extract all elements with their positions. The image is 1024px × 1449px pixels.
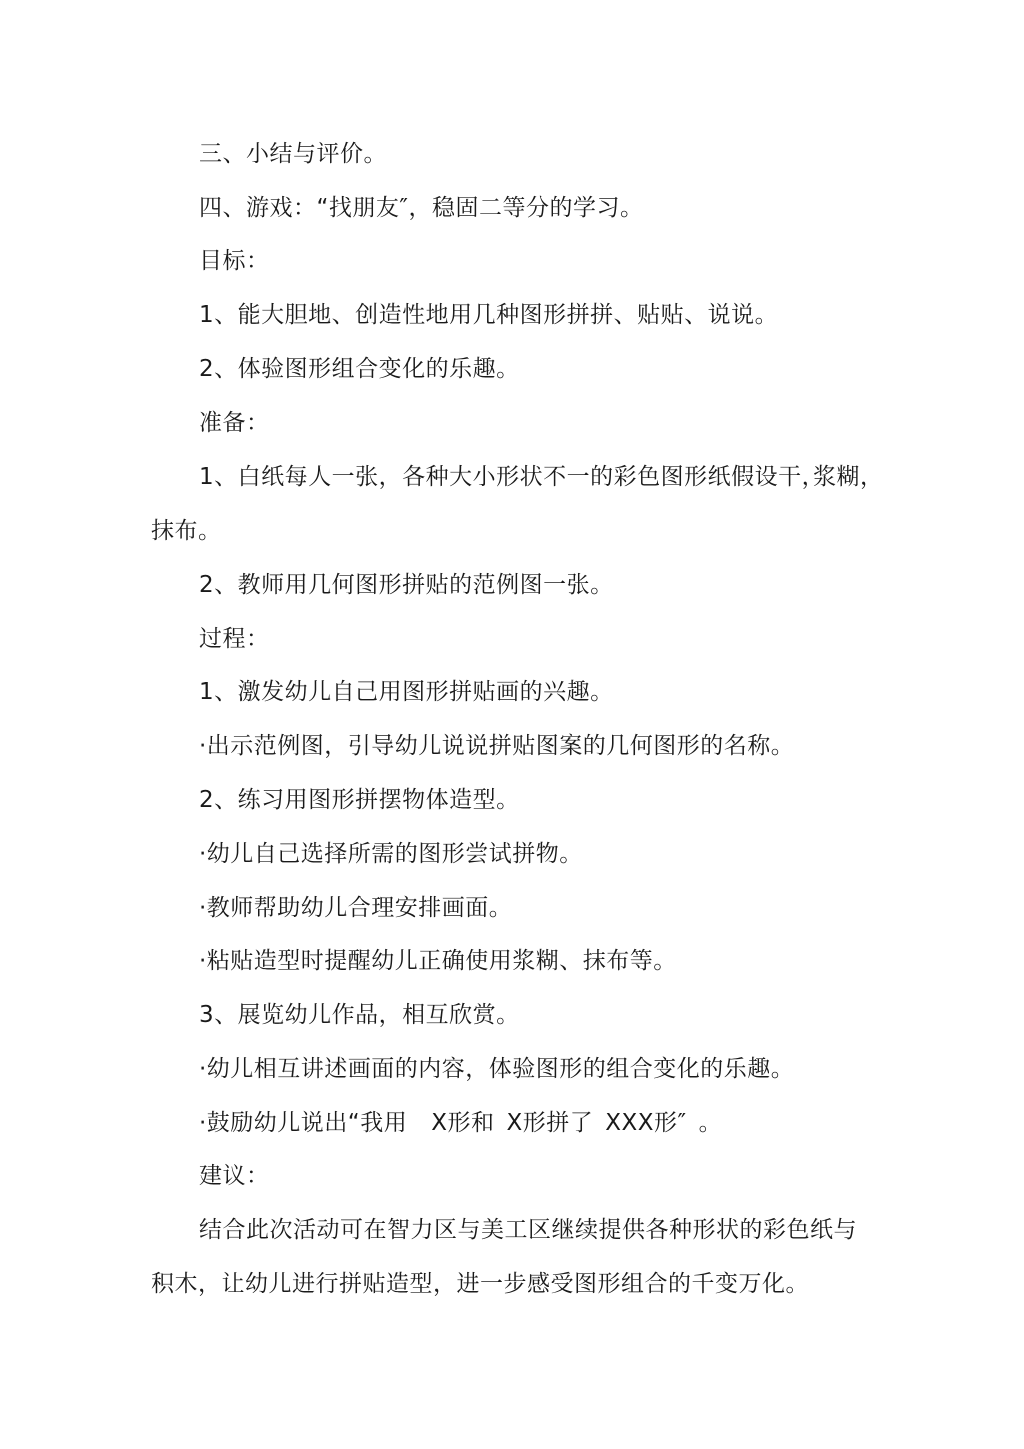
suggestion-text-continued: 积木，让幼儿进行拼贴造型，进一步感受图形组合的千变万化。	[151, 1271, 809, 1297]
heading-preparation: 准备：	[199, 410, 270, 436]
heading-goals: 目标：	[199, 248, 270, 274]
goal-item-2: 2、体验图形组合变化的乐趣。	[199, 356, 520, 382]
process-bullet-3: ·教师帮助幼儿合理安排画面。	[199, 895, 513, 921]
bullet-6-part-2: X形和	[431, 1110, 495, 1136]
prep-item-1	[199, 462, 825, 492]
section-summary: 三、小结与评价。	[199, 141, 387, 167]
process-step-3: 3、展览幼儿作品，相互欣赏。	[199, 1002, 520, 1028]
process-step-1: 1、激发幼儿自己用图形拼贴画的兴趣。	[199, 679, 614, 705]
process-step-2: 2、练习用图形拼摆物体造型。	[199, 787, 520, 813]
bullet-6-part-5: 。	[698, 1110, 723, 1136]
process-bullet-4: ·粘贴造型时提醒幼儿正确使用浆糊、抹布等。	[199, 948, 677, 974]
heading-process: 过程：	[199, 626, 270, 652]
suggestion-text: 结合此次活动可在智力区与美工区继续提供各种形状的彩色纸与	[199, 1217, 857, 1243]
process-bullet-5: ·幼儿相互讲述画面的内容，体验图形的组合变化的乐趣。	[199, 1056, 795, 1082]
section-game: 四、游戏：“找朋友″，稳固二等分的学习。	[199, 195, 644, 221]
heading-suggestion: 建议：	[199, 1163, 270, 1189]
prep-item-1-end: 浆糊，	[813, 464, 884, 490]
prep-item-1-text: 1、白纸每人一张，各种大小形状不一的彩色图形纸假设干，	[199, 464, 826, 490]
goal-item-1: 1、能大胆地、创造性地用几种图形拼拼、贴贴、说说。	[199, 302, 779, 328]
bullet-6-part-3: X形拼了	[506, 1110, 594, 1136]
bullet-6-part-1: ·鼓励幼儿说出“我用	[199, 1110, 408, 1136]
process-bullet-1: ·出示范例图，引导幼儿说说拼贴图案的几何图形的名称。	[199, 733, 795, 759]
process-bullet-6	[199, 1108, 722, 1138]
prep-item-2: 2、教师用几何图形拼贴的范例图一张。	[199, 572, 614, 598]
prep-item-1-continued: 抹布。	[151, 518, 222, 544]
bullet-6-part-4: XXX形″	[605, 1110, 687, 1136]
process-bullet-2: ·幼儿自己选择所需的图形尝试拼物。	[199, 841, 583, 867]
